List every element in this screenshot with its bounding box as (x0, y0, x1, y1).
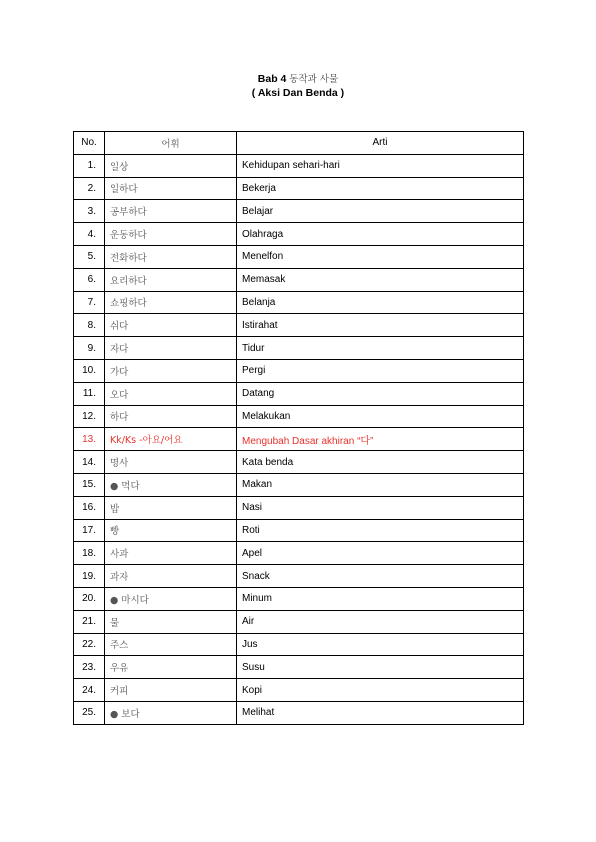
row-meaning: Bekerja (237, 177, 524, 200)
row-meaning: Roti (237, 519, 524, 542)
row-meaning: Makan (237, 473, 524, 496)
row-meaning: Snack (237, 565, 524, 588)
row-meaning: Mengubah Dasar akhiran “다” (237, 428, 524, 451)
row-meaning: Melihat (237, 701, 524, 724)
chapter-korean-title: 동작과 사물 (289, 74, 339, 85)
table-row (74, 200, 524, 223)
row-word: ● 먹다 (105, 473, 237, 496)
row-meaning: Olahraga (237, 223, 524, 246)
row-number: 4. (74, 223, 105, 246)
table-row (74, 177, 524, 200)
row-word: 주스 (105, 633, 237, 656)
row-word: 빵 (105, 519, 237, 542)
row-number: 1. (74, 154, 105, 177)
row-word: 운동하다 (105, 223, 237, 246)
table-row (74, 473, 524, 496)
row-word: 커피 (105, 679, 237, 702)
header-word: 어휘 (105, 132, 237, 155)
row-meaning: Minum (237, 587, 524, 610)
row-number: 14. (74, 451, 105, 474)
row-word: Kk/Ks -아요/어요 (105, 428, 237, 451)
table-row (74, 245, 524, 268)
row-word: 공부하다 (105, 200, 237, 223)
table-row (74, 496, 524, 519)
row-number: 18. (74, 542, 105, 565)
table-row (74, 359, 524, 382)
row-number: 5. (74, 245, 105, 268)
row-meaning: Menelfon (237, 245, 524, 268)
row-meaning: Susu (237, 656, 524, 679)
row-word: 밥 (105, 496, 237, 519)
row-meaning: Air (237, 610, 524, 633)
header-no: No. (74, 132, 105, 155)
row-number: 12. (74, 405, 105, 428)
row-number: 23. (74, 656, 105, 679)
row-word: 자다 (105, 337, 237, 360)
table-row (74, 451, 524, 474)
table-row (74, 337, 524, 360)
row-meaning: Jus (237, 633, 524, 656)
table-row (74, 656, 524, 679)
table-row (74, 633, 524, 656)
row-meaning: Melakukan (237, 405, 524, 428)
row-number: 7. (74, 291, 105, 314)
table-row (74, 565, 524, 588)
row-number: 21. (74, 610, 105, 633)
row-meaning: Istirahat (237, 314, 524, 337)
chapter-label: Bab 4 (257, 73, 287, 85)
row-number: 25. (74, 701, 105, 724)
row-word: 쇼핑하다 (105, 291, 237, 314)
table-row (74, 610, 524, 633)
row-number: 8. (74, 314, 105, 337)
table-row (74, 314, 524, 337)
table-row (74, 291, 524, 314)
table-row (74, 519, 524, 542)
table-row (74, 542, 524, 565)
row-number: 17. (74, 519, 105, 542)
row-number: 3. (74, 200, 105, 223)
row-number: 22. (74, 633, 105, 656)
row-word: ● 보다 (105, 701, 237, 724)
row-word: 전화하다 (105, 245, 237, 268)
table-row (74, 405, 524, 428)
row-meaning: Datang (237, 382, 524, 405)
table-row (74, 154, 524, 177)
row-number: 13. (74, 428, 105, 451)
row-word: 하다 (105, 405, 237, 428)
row-word: 일상 (105, 154, 237, 177)
table-row (74, 701, 524, 724)
vocabulary-table (73, 131, 524, 725)
row-word: 물 (105, 610, 237, 633)
header-meaning: Arti (237, 132, 524, 155)
row-meaning: Kata benda (237, 451, 524, 474)
row-meaning: Belanja (237, 291, 524, 314)
row-number: 2. (74, 177, 105, 200)
row-meaning: Memasak (237, 268, 524, 291)
row-word: ● 마시다 (105, 587, 237, 610)
row-word: 명사 (105, 451, 237, 474)
row-meaning: Kopi (237, 679, 524, 702)
row-meaning: Nasi (237, 496, 524, 519)
row-meaning: Apel (237, 542, 524, 565)
row-word: 요리하다 (105, 268, 237, 291)
row-number: 16. (74, 496, 105, 519)
table-row (74, 679, 524, 702)
page-title (0, 71, 596, 85)
table-row (74, 382, 524, 405)
row-word: 일하다 (105, 177, 237, 200)
row-number: 10. (74, 359, 105, 382)
row-number: 20. (74, 587, 105, 610)
table-row (74, 587, 524, 610)
row-word: 사과 (105, 542, 237, 565)
row-word: 과자 (105, 565, 237, 588)
row-word: 오다 (105, 382, 237, 405)
table-row (74, 223, 524, 246)
row-meaning: Belajar (237, 200, 524, 223)
row-number: 9. (74, 337, 105, 360)
row-number: 15. (74, 473, 105, 496)
row-meaning: Kehidupan sehari-hari (237, 154, 524, 177)
row-meaning: Tidur (237, 337, 524, 360)
table-row (74, 428, 524, 451)
page-subtitle: ( Aksi Dan Benda ) (251, 87, 345, 99)
row-word: 우유 (105, 656, 237, 679)
row-number: 24. (74, 679, 105, 702)
table-header-row (74, 132, 524, 155)
row-number: 6. (74, 268, 105, 291)
row-word: 가다 (105, 359, 237, 382)
row-word: 쉬다 (105, 314, 237, 337)
row-meaning: Pergi (237, 359, 524, 382)
table-row (74, 268, 524, 291)
row-number: 19. (74, 565, 105, 588)
row-number: 11. (74, 382, 105, 405)
